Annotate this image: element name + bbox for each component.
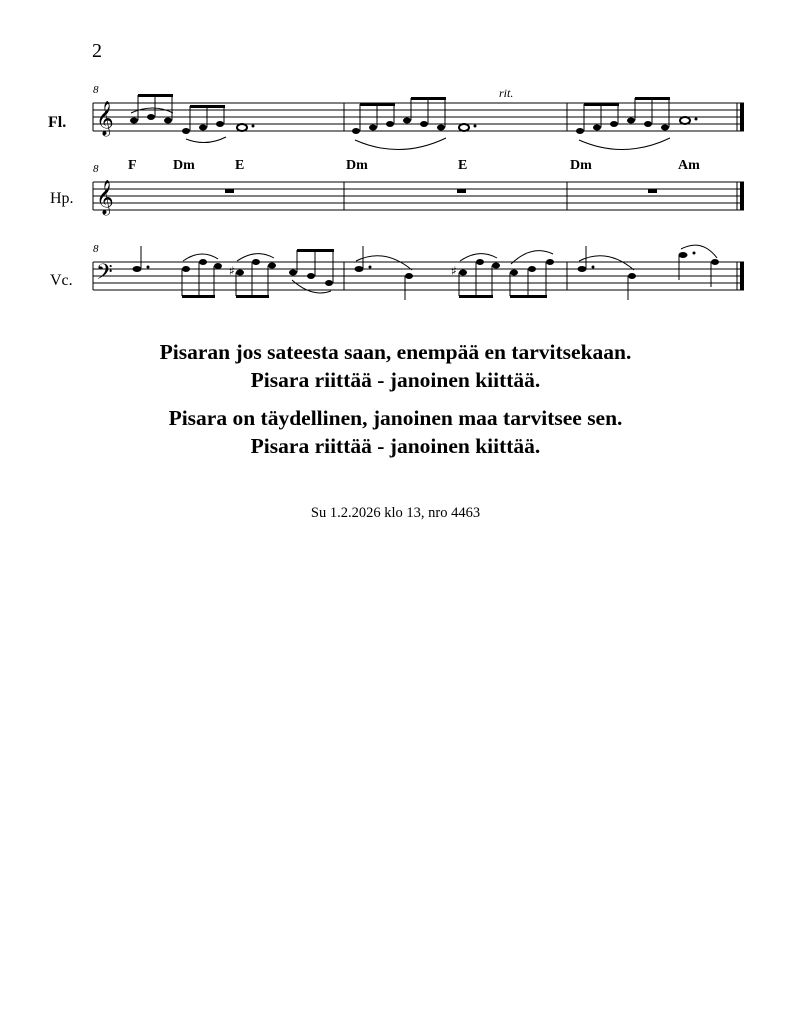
- chord-symbol: Dm: [173, 158, 195, 173]
- music-score: [0, 0, 791, 320]
- footer-caption: Su 1.2.2026 klo 13, nro 4463: [310, 505, 481, 521]
- chord-symbols: [128, 158, 700, 173]
- svg-text:♯: ♯: [229, 264, 235, 278]
- staff-label-cello: Vc.: [50, 272, 73, 289]
- treble-clef-icon: 𝄞: [96, 180, 114, 215]
- chord-symbol: F: [128, 158, 137, 173]
- staff-harp: [93, 180, 744, 216]
- chord-symbol: Am: [678, 158, 700, 173]
- lyrics-verse-2: [0, 404, 791, 460]
- chord-symbol: E: [458, 158, 468, 173]
- staff-flute: [93, 94, 744, 150]
- staff-label-harp: Hp.: [50, 190, 74, 207]
- measure-number: 8: [93, 84, 99, 96]
- whole-rest-icon: [225, 189, 234, 193]
- chord-symbol: Dm: [570, 158, 592, 173]
- lyrics-verse-1: [0, 338, 791, 394]
- whole-rest-icon: [648, 189, 657, 193]
- page-number: 2: [92, 40, 102, 62]
- lyric-line: Pisara riittää - janoinen kiittää.: [250, 368, 541, 392]
- tempo-marking: rit.: [499, 86, 514, 100]
- lyric-line: Pisara on täydellinen, janoinen maa tarvitsee sen.: [168, 406, 623, 430]
- whole-rest-icon: [457, 189, 466, 193]
- staff-cello: [93, 245, 744, 300]
- lyric-line: Pisara riittää - janoinen kiittää.: [250, 434, 541, 458]
- chord-symbol: E: [235, 158, 245, 173]
- svg-text:♯: ♯: [451, 264, 457, 278]
- chord-symbol: Dm: [346, 158, 368, 173]
- measure-number: 8: [93, 243, 99, 255]
- staff-label-flute: Fl.: [48, 114, 67, 131]
- treble-clef-icon: 𝄞: [96, 101, 114, 136]
- bass-clef-icon: 𝄢: [96, 260, 113, 290]
- lyric-line: Pisaran jos sateesta saan, enempää en tarvitsekaan.: [159, 340, 632, 364]
- measure-number: 8: [93, 163, 99, 175]
